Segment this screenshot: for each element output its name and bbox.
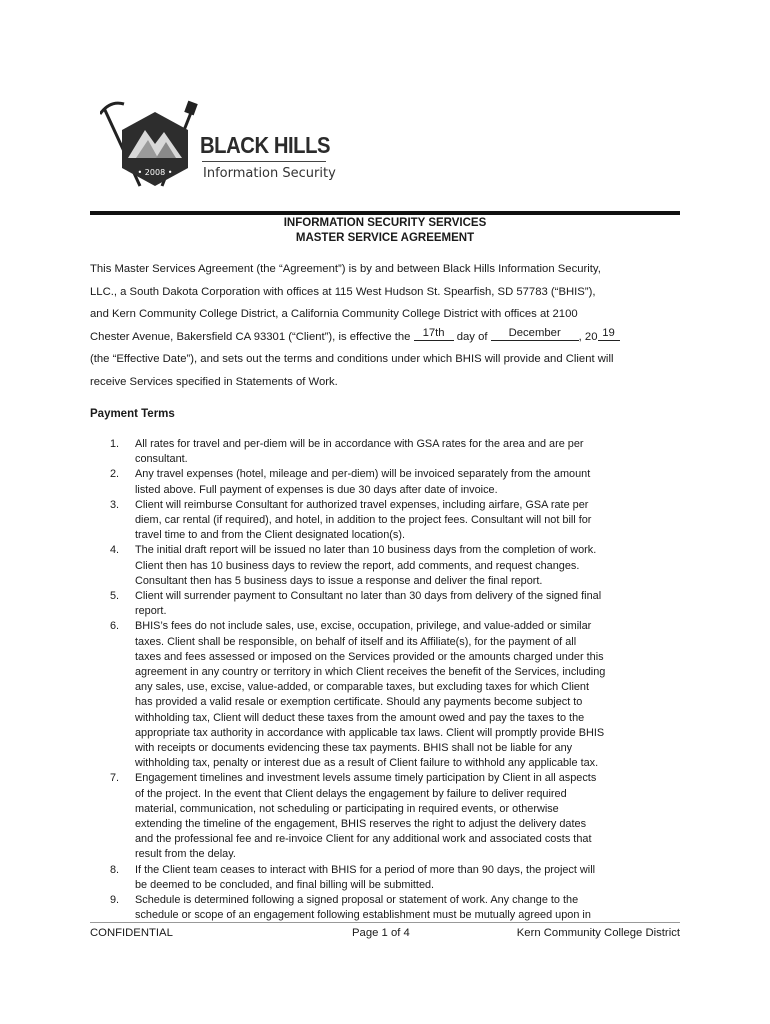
- list-item-number: 8.: [110, 863, 120, 876]
- list-item: [110, 589, 682, 619]
- list-item-line: Engagement timelines and investment levels assume timely participation by Client in all aspects: [135, 772, 597, 785]
- mountain-badge-icon: [100, 100, 210, 192]
- intro-line: receive Services specified in Statements of Work.: [90, 375, 338, 388]
- intro-line: and Kern Community College District, a California Community College District with offices at 2100: [90, 308, 578, 320]
- list-item-line: with receipts or documents evidencing these tax payments. BHIS shall not be liable for any: [135, 742, 573, 755]
- list-item-line: material, communication, not scheduling or participating in required events, or otherwise: [135, 802, 559, 815]
- list-item-line: Client then has 10 business days to review the report, add comments, and request changes.: [135, 559, 580, 572]
- list-item-number: 4.: [110, 544, 120, 557]
- section-heading: Payment Terms: [90, 408, 175, 420]
- intro-text: , 20: [578, 330, 598, 343]
- list-item-text: [135, 619, 682, 771]
- day-field[interactable]: 17th: [414, 327, 454, 341]
- list-item-number: 3.: [110, 498, 120, 511]
- list-item: [110, 543, 682, 589]
- intro-text: day of: [453, 330, 491, 343]
- list-item-line: Schedule is determined following a signed proposal or statement of work. Any change to the: [135, 894, 579, 907]
- intro-line-effective-date: [90, 326, 690, 349]
- intro-line: (the “Effective Date”), and sets out the terms and conditions under which BHIS will provide and Client will: [90, 353, 614, 365]
- list-item-line: schedule or scope of an engagement following establishment must be mutually agreed upon in: [135, 909, 591, 922]
- list-item-line: report.: [135, 605, 167, 618]
- list-item-number: 6.: [110, 620, 120, 633]
- list-item-line: BHIS’s fees do not include sales, use, excise, occupation, privilege, and value-added or similar: [135, 620, 592, 633]
- list-item-line: of the project. In the event that Client delays the engagement by failure to deliver required: [135, 787, 567, 800]
- list-item-line: Client will surrender payment to Consultant no later than 30 days from delivery of the signed final: [135, 590, 602, 603]
- list-item-text: [135, 771, 682, 862]
- list-item-line: Consultant then has 5 business days to issue a response and deliver the final report.: [135, 574, 543, 587]
- list-item-text: [135, 437, 682, 467]
- logo-name-secondary: Information Security: [203, 166, 336, 181]
- list-item-line: listed above. Full payment of expenses is due 30 days after date of invoice.: [135, 483, 498, 496]
- list-item-text: [135, 893, 682, 923]
- document-title-line1: INFORMATION SECURITY SERVICES: [283, 217, 487, 229]
- list-item-text: [135, 467, 682, 497]
- logo-name-primary: BLACK HILLS: [200, 132, 331, 158]
- list-item-number: 5.: [110, 590, 120, 603]
- list-item: [110, 619, 682, 771]
- month-field[interactable]: December: [491, 327, 579, 341]
- intro-line: LLC., a South Dakota Corporation with offices at 115 West Hudson St. Spearfish, SD 57783 (“BHIS”),: [90, 285, 596, 298]
- list-item: [110, 771, 682, 862]
- list-item: [110, 863, 682, 893]
- list-item-number: 1.: [110, 438, 120, 450]
- list-item-line: taxes and fees assessed or imposed on the Services provided or the amounts charged under this: [135, 650, 604, 663]
- svg-text:• 2008 •: • 2008 •: [137, 168, 173, 177]
- footer-client-name: Kern Community College District: [516, 927, 680, 939]
- list-item: [110, 893, 682, 923]
- list-item-number: 2.: [110, 468, 120, 481]
- intro-text: Chester Avenue, Bakersfield CA 93301 (“Client”), is effective the: [90, 330, 414, 343]
- header-rule: [90, 211, 680, 215]
- list-item-line: has provided a valid resale or exemption certificate. Should any payments become subject to: [135, 696, 583, 709]
- list-item-line: The initial draft report will be issued no later than 10 business days from the completion of work.: [135, 544, 597, 557]
- list-item-number: 7.: [110, 772, 120, 785]
- list-item-text: [135, 543, 682, 589]
- list-item-line: travel time to and from the Client designated location(s).: [135, 529, 405, 542]
- list-item-line: taxes. Client shall be responsible, on behalf of itself and its Affiliate(s), for the payment of all: [135, 635, 577, 648]
- list-item-line: any sales, use, excise, value-added, or comparable taxes, but excluding taxes for which Client: [135, 681, 590, 694]
- list-item: [110, 437, 682, 467]
- list-item-line: appropriate tax authority in accordance with applicable tax laws. Client will promptly provide BHIS: [135, 726, 605, 739]
- footer-confidential: CONFIDENTIAL: [90, 927, 173, 939]
- logo-divider: [202, 161, 326, 162]
- list-item-text: [135, 498, 682, 544]
- year-field[interactable]: 19: [598, 327, 620, 341]
- list-item-line: Any travel expenses (hotel, mileage and per-diem) will be invoiced separately from the amount: [135, 468, 591, 481]
- list-item-line: result from the delay.: [135, 848, 236, 861]
- list-item-line: agreement in any country or territory in which Client receives the benefit of the Services, including: [135, 666, 606, 679]
- list-item-number: 9.: [110, 894, 120, 907]
- list-item: [110, 498, 682, 544]
- footer-page-number: Page 1 of 4: [352, 927, 410, 939]
- list-item-line: consultant.: [135, 453, 188, 466]
- list-item-line: be deemed to be concluded, and final billing will be submitted.: [135, 878, 435, 891]
- list-item-line: All rates for travel and per-diem will be in accordance with GSA rates for the area and are per: [135, 438, 584, 450]
- list-item-line: If the Client team ceases to interact with BHIS for a period of more than 90 days, the project will: [135, 863, 596, 876]
- list-item-text: [135, 863, 682, 893]
- document-title-line2: MASTER SERVICE AGREEMENT: [295, 232, 475, 244]
- list-item-line: withholding tax, penalty or interest due as a result of Client failure to withhold any applicable tax.: [135, 757, 599, 770]
- list-item-line: and the professional fee and re-invoice Client for any additional work and associated costs that: [135, 833, 592, 846]
- intro-paragraph: [90, 258, 690, 393]
- footer-rule: [90, 922, 680, 923]
- list-item-line: diem, car rental (if required), and hotel, in addition to the project fees. Consultant will not bill for: [135, 514, 592, 527]
- list-item-line: withholding tax, Client will deduct these taxes from the amount owed and pay the taxes to the: [135, 711, 585, 724]
- list-item: [110, 467, 682, 497]
- list-item-line: Client will reimburse Consultant for authorized travel expenses, including airfare, GSA rate per: [135, 498, 589, 511]
- intro-line: This Master Services Agreement (the “Agreement”) is by and between Black Hills Information Security,: [90, 263, 601, 275]
- payment-terms-list: [110, 437, 682, 924]
- list-item-text: [135, 589, 682, 619]
- list-item-line: extending the timeline of the engagement, BHIS reserves the right to adjust the delivery dates: [135, 818, 587, 831]
